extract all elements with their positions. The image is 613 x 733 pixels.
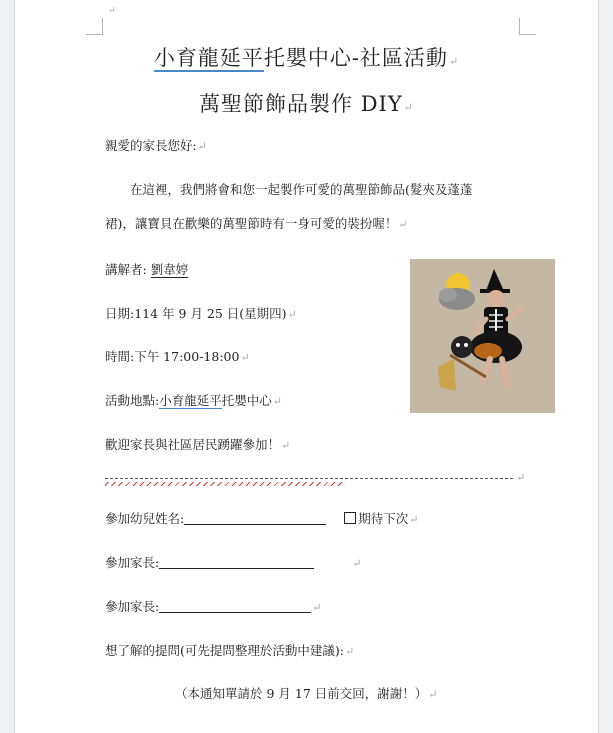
paragraph-mark: ↵ bbox=[281, 439, 291, 452]
paragraph-text: 在這裡，我們將會和您一起製作可愛的萬聖節飾品(髮夾及蓬蓬 bbox=[130, 182, 473, 197]
cut-line bbox=[105, 478, 513, 479]
paragraph-text: 裙)，讓寶貝在歡樂的萬聖節時有一身可愛的裝扮喔！ bbox=[105, 216, 398, 231]
paragraph-mark: ↵ bbox=[448, 55, 460, 68]
crop-mark-top-right bbox=[519, 18, 536, 35]
location-underlined: 小育龍延平 bbox=[159, 393, 222, 408]
paragraph-mark: ↵ bbox=[409, 513, 419, 526]
child-name-field[interactable] bbox=[184, 511, 326, 525]
checkbox-label: 期待下次 bbox=[358, 511, 409, 526]
paragraph-line-2 bbox=[105, 214, 408, 232]
greeting-text: 親愛的家長您好: bbox=[105, 138, 197, 153]
next-time-checkbox[interactable] bbox=[344, 512, 356, 524]
parent1-label: 參加家長: bbox=[105, 555, 160, 570]
paragraph-mark: ↵ bbox=[398, 218, 408, 231]
time-line bbox=[105, 347, 250, 365]
lecturer-line bbox=[105, 260, 188, 278]
welcome-text: 歡迎家長與社區居民踴躍參加！ bbox=[105, 437, 281, 452]
questions-label: 想了解的提問(可先提問整理於活動中建議): bbox=[105, 643, 344, 658]
time-text: 時間:下午 17:00-18:00 bbox=[105, 349, 240, 364]
document-title bbox=[15, 42, 598, 72]
parent1-line bbox=[105, 553, 361, 571]
paragraph-mark: ↵ bbox=[516, 471, 526, 484]
paragraph-mark: ↵ bbox=[108, 6, 116, 16]
location-rest: 托嬰中心 bbox=[221, 393, 272, 408]
subtitle-text: 萬聖節飾品製作 DIY bbox=[199, 92, 403, 116]
paragraph-mark: ↵ bbox=[312, 601, 322, 614]
parent1-field[interactable] bbox=[159, 555, 314, 569]
paragraph-mark: ↵ bbox=[272, 395, 282, 408]
halloween-photo bbox=[410, 259, 555, 413]
paragraph-mark: ↵ bbox=[344, 645, 355, 658]
lecturer-name: 劉韋婷 bbox=[150, 262, 189, 277]
location-label: 活動地點: bbox=[105, 393, 160, 408]
paragraph-mark: ↵ bbox=[240, 351, 250, 364]
document-page bbox=[14, 0, 599, 733]
paragraph-mark: ↵ bbox=[197, 140, 207, 153]
questions-line bbox=[105, 641, 354, 659]
footer-note: （本通知單請於 9 月 17 日前交回，謝謝！） bbox=[175, 686, 428, 701]
title-rest: 托嬰中心-社區活動 bbox=[263, 46, 448, 70]
parent2-line bbox=[105, 597, 321, 615]
title-underlined-name: 小育龍延平 bbox=[153, 46, 264, 70]
paragraph-mark: ↵ bbox=[403, 101, 414, 114]
lecturer-label: 講解者: bbox=[105, 262, 147, 277]
paragraph-line-1 bbox=[130, 180, 472, 198]
footer-note-line bbox=[175, 684, 437, 702]
welcome-line bbox=[105, 435, 290, 453]
paragraph-mark: ↵ bbox=[352, 557, 362, 570]
greeting-line bbox=[105, 136, 207, 154]
date-text: 日期:114 年 9 月 25 日(星期四) bbox=[105, 306, 287, 321]
paragraph-mark: ↵ bbox=[287, 308, 297, 321]
child-name-line bbox=[105, 509, 418, 527]
date-line bbox=[105, 304, 297, 322]
parent2-field[interactable] bbox=[159, 599, 311, 613]
crop-mark-top-left bbox=[86, 18, 103, 35]
paragraph-mark: ↵ bbox=[428, 688, 438, 701]
document-subtitle bbox=[15, 88, 598, 118]
parent2-label: 參加家長: bbox=[105, 599, 160, 614]
child-name-label: 參加幼兒姓名: bbox=[105, 511, 185, 526]
spellcheck-underline bbox=[105, 482, 345, 486]
location-line bbox=[105, 391, 282, 409]
